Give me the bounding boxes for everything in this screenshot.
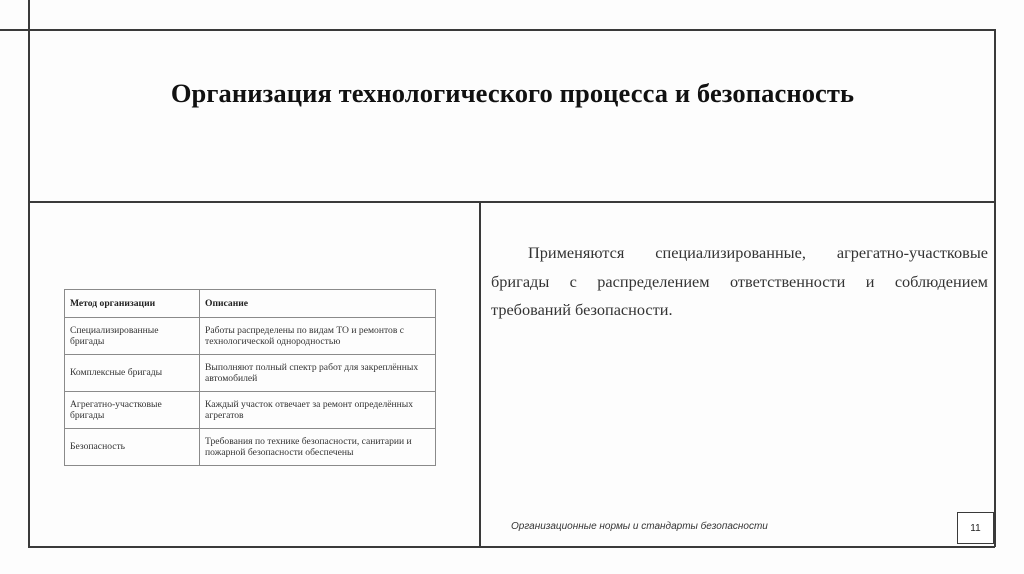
table-cell-method: Специализированные бригады: [65, 318, 200, 355]
table-cell-description: Требования по технике безопасности, санитарии и пожарной безопасности обеспечены: [200, 429, 436, 466]
table-row: [65, 429, 436, 466]
table-cell-description: Каждый участок отвечает за ремонт определённых агрегатов: [200, 392, 436, 429]
body-paragraph: Применяются специализированные, агрегатно-участковые бригады с распределением ответственности и соблюдением требований безопасности.: [491, 243, 988, 319]
table-header-description: Описание: [200, 290, 436, 318]
frame-line-left-top: [28, 0, 30, 30]
table-row: [65, 392, 436, 429]
frame-line-top: [0, 29, 995, 31]
table-cell-description: Работы распределены по видам ТО и ремонтов с технологической однородностью: [200, 318, 436, 355]
page-number: 11: [970, 522, 981, 534]
table-cell-method: Агрегатно-участковые бригады: [65, 392, 200, 429]
table-header-method: Метод организации: [65, 290, 200, 318]
page-title: Организация технологического процесса и безопасность: [170, 78, 855, 108]
frame-line-bottom: [28, 546, 995, 548]
table-header-row: [65, 290, 436, 318]
methods-table: [64, 289, 436, 466]
frame-line-mid: [28, 201, 995, 203]
footer-caption: Организационные нормы и стандарты безопасности: [511, 521, 768, 532]
table-cell-description: Выполняют полный спектр работ для закреплённых автомобилей: [200, 355, 436, 392]
frame-line-divider: [479, 201, 481, 547]
methods-table-container: [64, 289, 436, 466]
table-row: [65, 355, 436, 392]
table-cell-method: Комплексные бригады: [65, 355, 200, 392]
table-row: [65, 318, 436, 355]
table-cell-method: Безопасность: [65, 429, 200, 466]
page-number-box: [957, 512, 994, 544]
